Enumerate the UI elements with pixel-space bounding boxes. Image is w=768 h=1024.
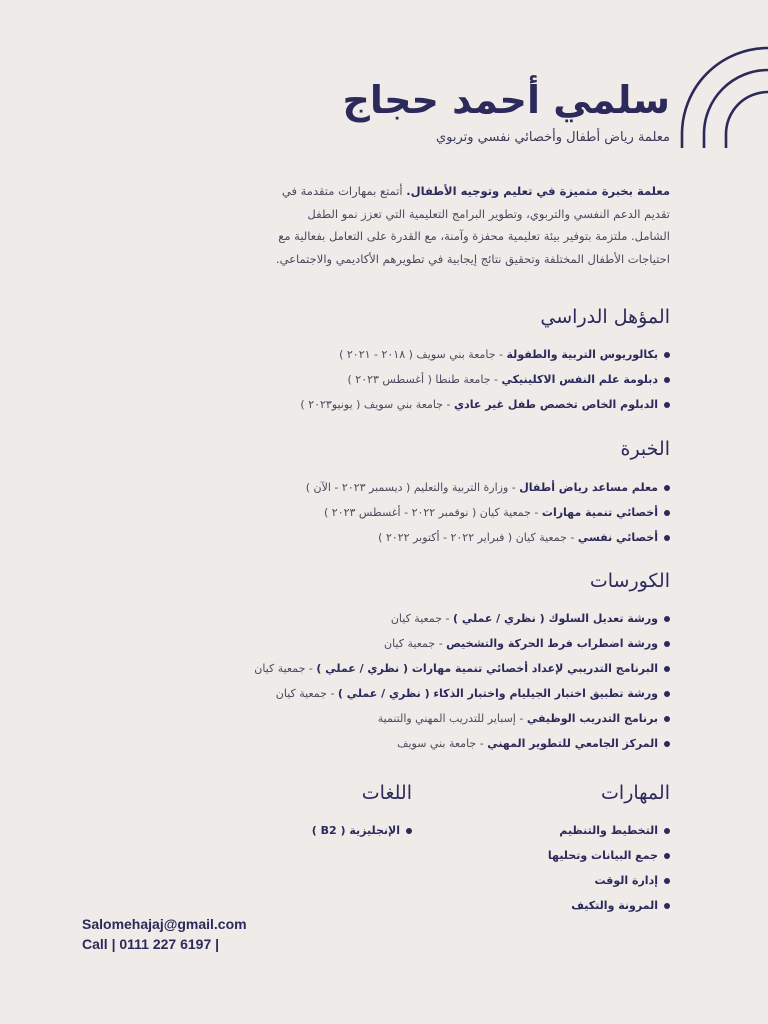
bullet-icon	[664, 741, 670, 747]
list-item-text	[559, 818, 658, 843]
summary-text: أتمتع بمهارات متقدمة في تقديم الدعم النفسي والتربوي، وتطوير البرامج التعليمية التي تعزز نمو الطفل الشامل. ملتزمة بتوفير بيئة تعليمية محفزة وآمنة، مع القدرة على التعامل بفعالية مع احتياجات الأطفال المختلفة وتحقيق نتائج إيجابية في تطويرهم الأكاديمي والاجتماعي.	[275, 184, 670, 266]
email-text[interactable]: Salomehajaj@gmail.com	[82, 916, 247, 932]
list-item-bold: المرونة والتكيف	[571, 899, 658, 912]
bullet-icon	[664, 352, 670, 358]
bullet-icon	[664, 666, 670, 672]
bullet-icon	[664, 616, 670, 622]
list-item	[254, 631, 670, 656]
summary-bold: معلمة بخبرة متميزة في تعليم وتوجيه الأطفال.	[406, 184, 670, 198]
bullet-icon	[664, 641, 670, 647]
list-item-bold: إدارة الوقت	[594, 874, 658, 887]
list-item-text	[339, 342, 658, 367]
list-item	[254, 606, 670, 631]
education-list	[300, 342, 670, 417]
experience-title: الخبرة	[620, 438, 670, 460]
skills-title: المهارات	[601, 782, 670, 804]
skills-list	[548, 818, 670, 918]
list-item-text	[384, 631, 658, 656]
list-item	[306, 525, 670, 550]
list-item-text	[595, 868, 659, 893]
list-item-bold: بكالوريوس التربية والطفولة	[506, 348, 658, 361]
bullet-icon	[664, 535, 670, 541]
decorative-arcs	[678, 44, 768, 154]
list-item-detail: - جامعة بني سويف ( يونيو٢٠٢٣ )	[300, 398, 455, 411]
list-item-bold: ورشة اضطراب فرط الحركة والتشخيص	[446, 637, 658, 650]
languages-title: اللغات	[361, 782, 412, 804]
bullet-icon	[664, 853, 670, 859]
bullet-icon	[406, 828, 412, 834]
courses-title: الكورسات	[589, 570, 670, 592]
list-item-bold: البرنامج التدريبي لإعداد أخصائي تنمية مهارات ( نظري / عملي )	[316, 662, 658, 675]
list-item-text	[300, 392, 658, 417]
list-item-text	[391, 606, 658, 631]
list-item-text	[324, 500, 658, 525]
list-item-text	[312, 818, 400, 843]
list-item-text	[378, 525, 658, 550]
list-item	[300, 392, 670, 417]
list-item	[254, 681, 670, 706]
bullet-icon	[664, 402, 670, 408]
list-item-detail: - جامعة بني سويف ( ٢٠١٨ - ٢٠٢١ )	[339, 348, 507, 361]
bullet-icon	[664, 691, 670, 697]
list-item	[548, 818, 670, 843]
list-item-bold: التخطيط والتنظيم	[559, 824, 658, 837]
experience-list	[306, 475, 670, 550]
list-item	[312, 818, 412, 843]
list-item-detail: - جمعية كيان	[390, 612, 453, 625]
list-item-text	[397, 731, 658, 756]
phone-text[interactable]: Call | 0111 227 6197 |	[82, 936, 220, 952]
list-item-detail: - جامعة بني سويف	[397, 737, 488, 750]
bullet-icon	[664, 903, 670, 909]
person-name: سلمي أحمد حجاج	[342, 78, 670, 122]
list-item	[254, 656, 670, 681]
list-item-detail: - جمعية كيان	[275, 687, 338, 700]
list-item-text	[571, 893, 658, 918]
list-item-bold: ورشة تعديل السلوك ( نظري / عملي )	[452, 612, 658, 625]
contact-info	[82, 914, 247, 954]
courses-list	[254, 606, 670, 756]
list-item-detail: - وزارة التربية والتعليم ( ديسمبر ٢٠٢٣ - الآن )	[305, 481, 520, 494]
list-item-bold: أخصائي تنمية مهارات	[541, 506, 658, 519]
bullet-icon	[664, 716, 670, 722]
list-item-bold: أخصائي نفسي	[577, 531, 658, 544]
list-item-detail: - جمعية كيان	[384, 637, 447, 650]
bullet-icon	[664, 510, 670, 516]
profile-summary	[270, 180, 670, 270]
list-item-bold: الدبلوم الخاص تخصص طفل غير عادي	[454, 398, 658, 411]
list-item-text	[276, 681, 658, 706]
bullet-icon	[664, 828, 670, 834]
bullet-icon	[664, 377, 670, 383]
bullet-icon	[664, 878, 670, 884]
list-item-bold: دبلومة علم النفس الاكلينيكي	[501, 373, 658, 386]
list-item-detail: - جمعية كيان	[254, 662, 317, 675]
list-item	[254, 731, 670, 756]
list-item-bold: برنامج التدريب الوظيفي	[526, 712, 658, 725]
list-item	[254, 706, 670, 731]
list-item-text	[378, 706, 658, 731]
list-item-detail: - جمعية كيان ( فبراير ٢٠٢٢ - أكتوبر ٢٠٢٢ )	[378, 531, 578, 544]
list-item-bold: الإنجليزية ( B2 )	[311, 824, 400, 837]
job-title: معلمة رياض أطفال وأخصائي نفسي وتربوي	[435, 130, 670, 145]
list-item	[306, 500, 670, 525]
list-item-detail: - جمعية كيان ( نوفمبر ٢٠٢٢ - أغسطس ٢٠٢٣ )	[324, 506, 542, 519]
list-item	[548, 893, 670, 918]
list-item-text	[254, 656, 658, 681]
bullet-icon	[664, 485, 670, 491]
list-item-text	[306, 475, 658, 500]
list-item-text	[548, 843, 658, 868]
list-item-bold: معلم مساعد رياض أطفال	[519, 481, 658, 494]
languages-list	[312, 818, 412, 843]
list-item	[548, 843, 670, 868]
list-item	[300, 342, 670, 367]
list-item	[548, 868, 670, 893]
list-item	[300, 367, 670, 392]
list-item-detail: - إسباير للتدريب المهني والتنمية	[377, 712, 527, 725]
list-item	[306, 475, 670, 500]
education-title: المؤهل الدراسي	[540, 306, 670, 328]
list-item-bold: ورشة تطبيق اختبار الجيليام واختبار الذكاء ( نظري / عملي )	[337, 687, 658, 700]
list-item-text	[347, 367, 658, 392]
list-item-detail: - جامعة طنطا ( أغسطس ٢٠٢٣ )	[347, 373, 502, 386]
list-item-bold: المركز الجامعي للتطوير المهني	[487, 737, 658, 750]
list-item-bold: جمع البيانات وتحليها	[547, 849, 658, 862]
